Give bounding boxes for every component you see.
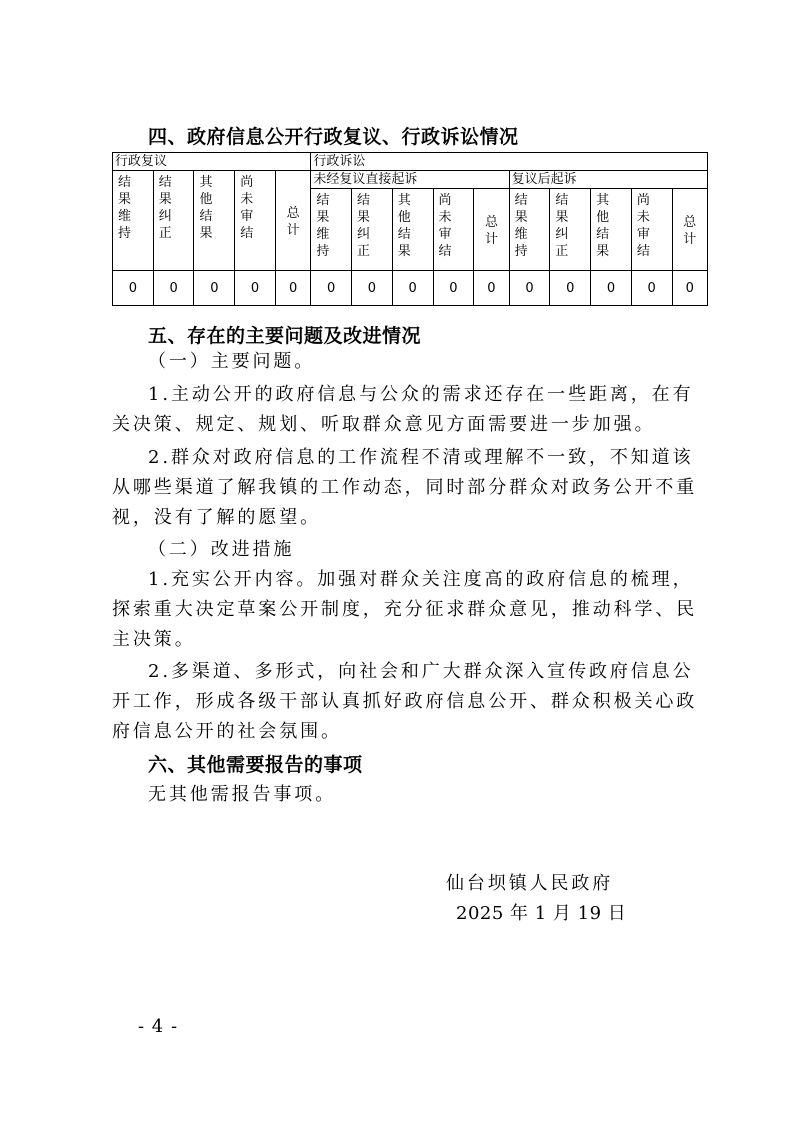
column-header-label: 其他结果 bbox=[397, 193, 411, 259]
column-header-label: 结果纠正 bbox=[357, 193, 371, 259]
paragraph-line: 视，没有了解的愿望。 bbox=[112, 507, 321, 528]
paragraph-line: 2.群众对政府信息的工作流程不清或理解不一致，不知道该 bbox=[148, 447, 694, 468]
column-header bbox=[153, 171, 194, 271]
paragraph-line: 从哪些渠道了解我镇的工作动态，同时部分群众对政务公开不重 bbox=[112, 477, 698, 498]
section5-title: 五、存在的主要问题及改进情况 bbox=[148, 325, 422, 347]
page-number: - 4 - bbox=[138, 1016, 179, 1037]
column-header-label: 结果维持 bbox=[316, 193, 330, 259]
header-litigation: 行政诉讼 bbox=[311, 153, 708, 171]
table-cell: 0 bbox=[433, 271, 474, 306]
paragraph-line: 主决策。 bbox=[112, 629, 196, 650]
signature-date: 2025 年 1 月 19 日 bbox=[456, 903, 627, 924]
column-header bbox=[591, 189, 632, 271]
column-header bbox=[235, 171, 276, 271]
paragraph-line: 府信息公开的社会氛围。 bbox=[112, 721, 342, 742]
column-header bbox=[550, 189, 591, 271]
column-header-label: 结果纠正 bbox=[158, 175, 172, 241]
column-header-label: 总计 bbox=[286, 206, 300, 238]
review-litigation-table bbox=[112, 152, 708, 306]
header-after-review: 复议后起诉 bbox=[509, 171, 707, 189]
column-header bbox=[392, 189, 433, 271]
paragraph-line: 关决策、规定、规划、听取群众意见方面需要进一步加强。 bbox=[112, 414, 656, 435]
table-cell: 0 bbox=[235, 271, 276, 306]
column-header-label: 其他结果 bbox=[596, 193, 610, 259]
table-cell: 0 bbox=[275, 271, 310, 306]
column-header-label: 其他结果 bbox=[199, 175, 213, 241]
table-cell: 0 bbox=[509, 271, 550, 306]
section4-title: 四、政府信息公开行政复议、行政诉讼情况 bbox=[148, 126, 519, 148]
table-cell: 0 bbox=[631, 271, 672, 306]
subheading-problems: （一）主要问题。 bbox=[148, 351, 316, 372]
column-header-label: 尚未审结 bbox=[240, 175, 254, 241]
table-cell: 0 bbox=[550, 271, 591, 306]
column-header-label: 尚未审结 bbox=[636, 193, 650, 259]
column-header bbox=[311, 189, 352, 271]
header-direct: 未经复议直接起诉 bbox=[311, 171, 509, 189]
column-header bbox=[275, 171, 310, 271]
column-header bbox=[474, 189, 509, 271]
table-cell: 0 bbox=[311, 271, 352, 306]
column-header bbox=[113, 171, 154, 271]
paragraph-line: 1.充实公开内容。加强对群众关注度高的政府信息的梳理， bbox=[148, 569, 694, 590]
section6-title: 六、其他需要报告的事项 bbox=[148, 754, 363, 776]
table-cell: 0 bbox=[392, 271, 433, 306]
table-cell: 0 bbox=[153, 271, 194, 306]
section6-text: 无其他需报告事项。 bbox=[148, 784, 337, 805]
column-header-label: 总计 bbox=[683, 215, 697, 247]
table-cell: 0 bbox=[474, 271, 509, 306]
table-cell: 0 bbox=[591, 271, 632, 306]
header-review: 行政复议 bbox=[113, 153, 311, 171]
table-cell: 0 bbox=[113, 271, 154, 306]
table-cell: 0 bbox=[352, 271, 393, 306]
paragraph-line: 开工作，形成各级干部认真抓好政府信息公开、群众积极关心政 bbox=[112, 691, 698, 712]
table-cell: 0 bbox=[194, 271, 235, 306]
column-header-label: 结果纠正 bbox=[555, 193, 569, 259]
column-header bbox=[194, 171, 235, 271]
subheading-measures: （二）改进措施 bbox=[148, 539, 295, 560]
paragraph-line: 探索重大决定草案公开制度，充分征求群众意见，推动科学、民 bbox=[112, 599, 698, 620]
signature-org: 仙台坝镇人民政府 bbox=[446, 873, 614, 894]
column-header-label: 总计 bbox=[484, 215, 498, 247]
column-header-label: 结果维持 bbox=[514, 193, 528, 259]
column-header bbox=[509, 189, 550, 271]
column-header-label: 尚未审结 bbox=[438, 193, 452, 259]
paragraph-line: 1.主动公开的政府信息与公众的需求还存在一些距离，在有 bbox=[148, 384, 694, 405]
table-cell: 0 bbox=[672, 271, 707, 306]
column-header bbox=[352, 189, 393, 271]
column-header bbox=[433, 189, 474, 271]
column-header bbox=[631, 189, 672, 271]
column-header bbox=[672, 189, 707, 271]
paragraph-line: 2.多渠道、多形式，向社会和广大群众深入宣传政府信息公 bbox=[148, 661, 694, 682]
column-header-label: 结果维持 bbox=[118, 175, 132, 241]
